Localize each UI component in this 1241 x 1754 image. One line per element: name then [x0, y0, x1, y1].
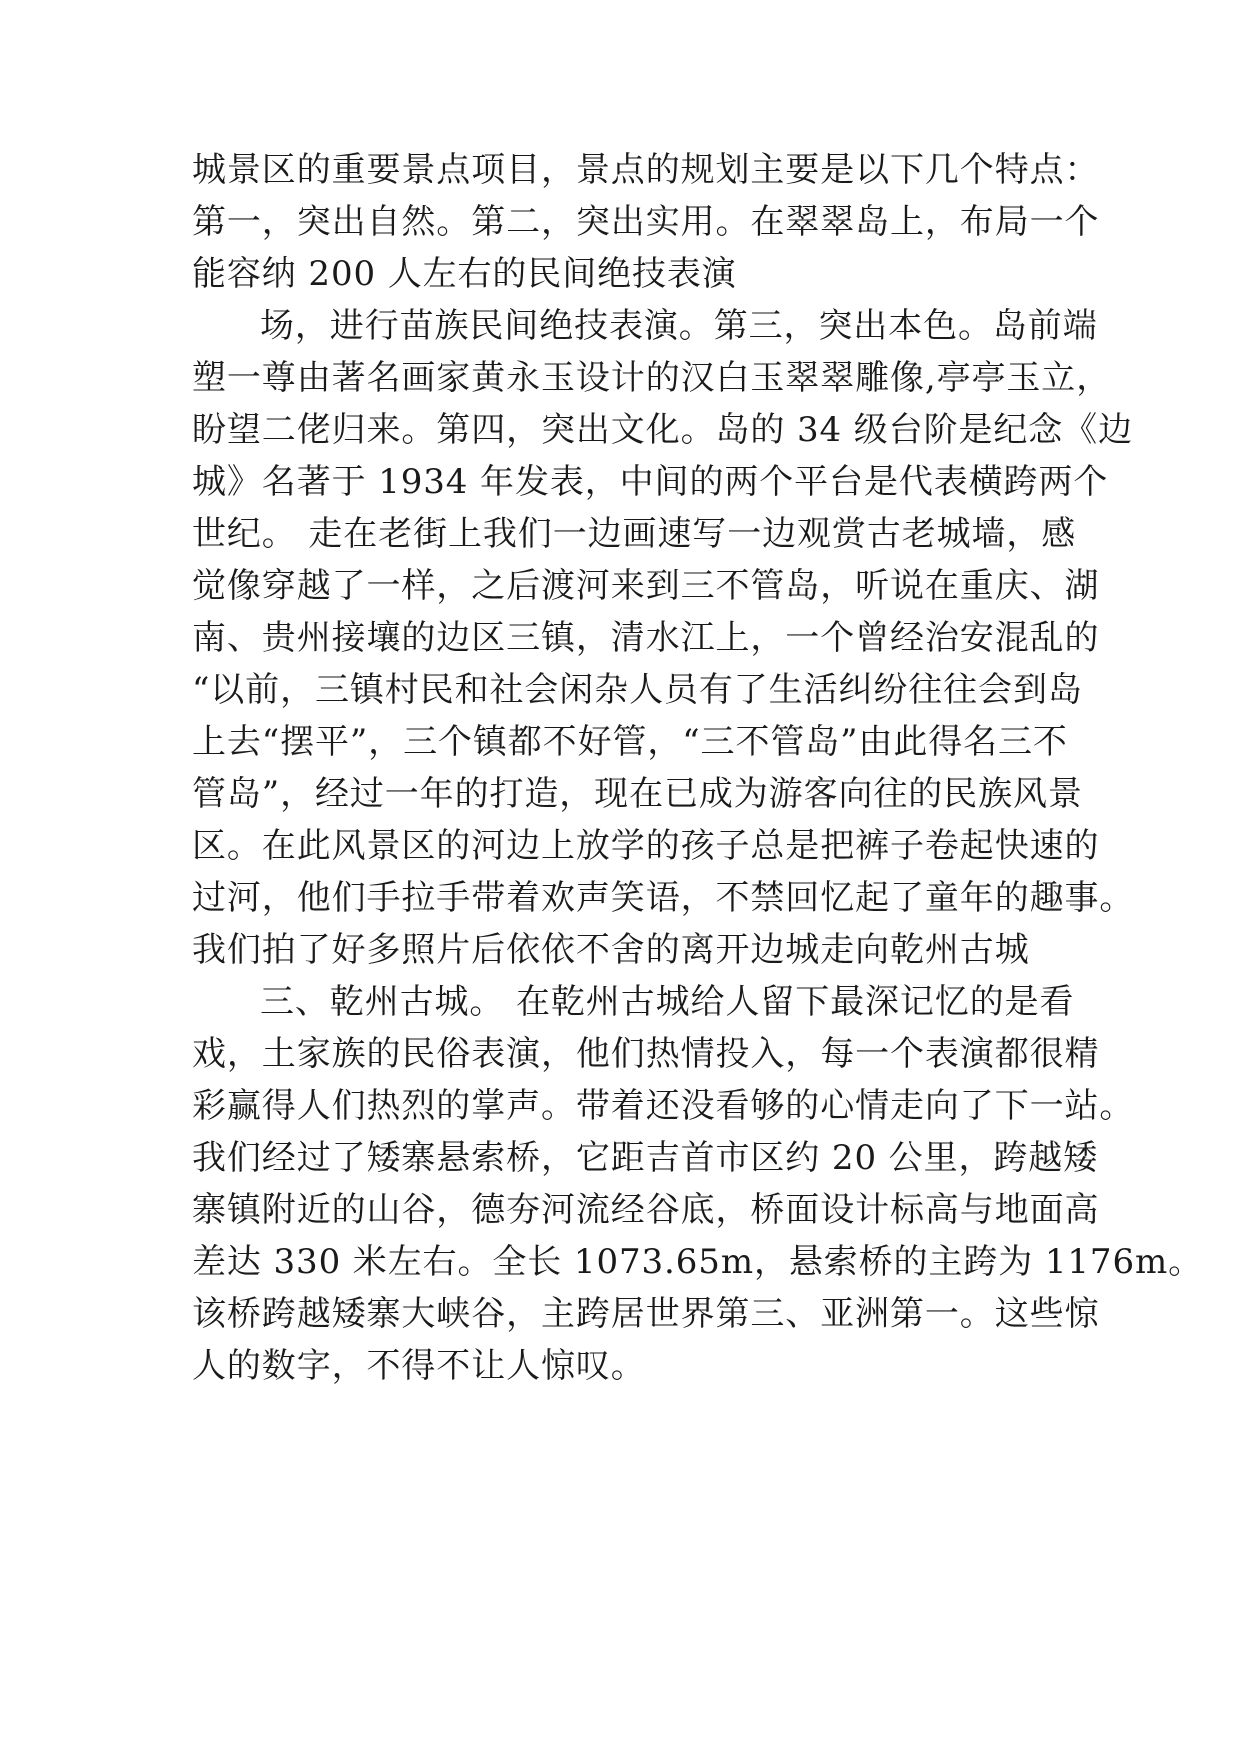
text-line: 过河，他们手拉手带着欢声笑语，不禁回忆起了童年的趣事。 — [192, 878, 1135, 918]
text-line: 差达 330 米左右。全长 1073.65m，悬索桥的主跨为 1176m。 — [192, 1242, 1204, 1282]
text-line: 第一，突出自然。第二，突出实用。在翠翠岛上，布局一个 — [192, 202, 1100, 242]
text-line: 寨镇附近的山谷，德夯河流经谷底，桥面设计标高与地面高 — [192, 1190, 1100, 1230]
text-line: 场，进行苗族民间绝技表演。第三，突出本色。岛前端 — [260, 306, 1098, 346]
text-line: 管岛”，经过一年的打造，现在已成为游客向往的民族风景 — [192, 774, 1083, 814]
text-line: 南、贵州接壤的边区三镇，清水江上，一个曾经治安混乱的 — [192, 618, 1100, 658]
text-line: 我们拍了好多照片后依依不舍的离开边城走向乾州古城 — [192, 930, 1030, 970]
text-line: “以前，三镇村民和社会闲杂人员有了生活纠纷往往会到岛 — [192, 670, 1083, 710]
text-line: 上去“摆平”，三个镇都不好管，“三不管岛”由此得名三不 — [192, 722, 1068, 762]
text-line: 塑一尊由著名画家黄永玉设计的汉白玉翠翠雕像,亭亭玉立， — [192, 358, 1112, 398]
text-line: 戏，土家族的民俗表演，他们热情投入，每一个表演都很精 — [192, 1034, 1100, 1074]
text-line: 我们经过了矮寨悬索桥，它距吉首市区约 20 公里，跨越矮 — [192, 1138, 1099, 1178]
text-line: 三、乾州古城。 在乾州古城给人留下最深记忆的是看 — [260, 982, 1075, 1022]
text-line: 能容纳 200 人左右的民间绝技表演 — [192, 254, 737, 294]
text-line: 该桥跨越矮寨大峡谷，主跨居世界第三、亚洲第一。这些惊 — [192, 1294, 1100, 1334]
text-line: 区。在此风景区的河边上放学的孩子总是把裤子卷起快速的 — [192, 826, 1100, 866]
text-line: 觉像穿越了一样，之后渡河来到三不管岛，听说在重庆、湖 — [192, 566, 1100, 606]
text-line: 城》名著于 1934 年发表，中间的两个平台是代表横跨两个 — [192, 462, 1109, 502]
text-line: 盼望二佬归来。第四，突出文化。岛的 34 级台阶是纪念《边 — [192, 410, 1133, 450]
text-line: 人的数字，不得不让人惊叹。 — [192, 1346, 646, 1386]
text-line: 世纪。 走在老街上我们一边画速写一边观赏古老城墙，感 — [192, 514, 1077, 554]
text-line: 城景区的重要景点项目，景点的规划主要是以下几个特点： — [192, 150, 1100, 190]
text-line: 彩赢得人们热烈的掌声。带着还没看够的心情走向了下一站。 — [192, 1086, 1135, 1126]
